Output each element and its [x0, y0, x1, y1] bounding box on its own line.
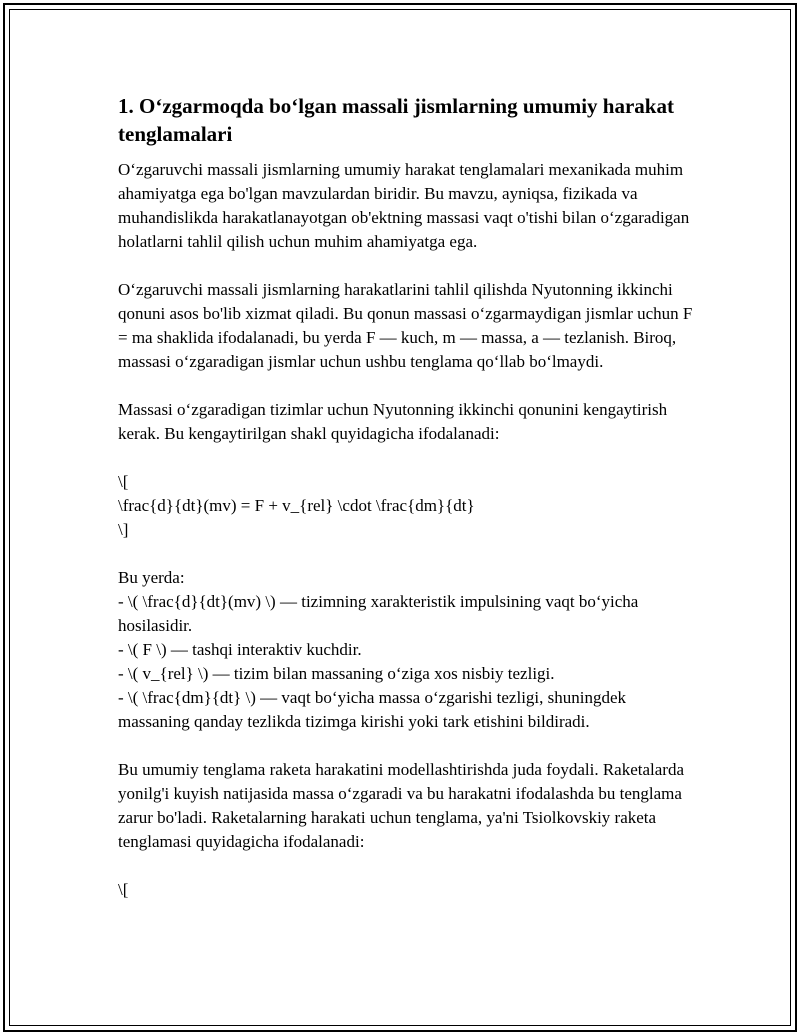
section-heading: 1. O‘zgarmoqda bo‘lgan massali jismlarning umumiy harakat tenglamalari [118, 94, 674, 146]
equation-body: \frac{d}{dt}(mv) = F + v_{rel} \cdot \frac{dm}{dt} [118, 496, 475, 515]
list-item: - \( \frac{dm}{dt} \) — vaqt bo‘yicha massa o‘zgarishi tezligi, shuningdek massaning qanday tezlikda tizimga kirishi yoki tark etishini bildiradi. [118, 688, 631, 731]
definitions-list [118, 566, 698, 734]
list-item: - \( \frac{d}{dt}(mv) \) — tizimning xarakteristik impulsining vaqt bo‘yicha hosilasidir. [118, 592, 643, 635]
paragraph-intro: O‘zgaruvchi massali jismlarning umumiy harakat tenglamalari mexanikada muhim ahamiyatga ega bo'lgan mavzulardan biridir. Bu mavzu, ayniqsa, fizikada va muhandislikda harakatlanayotgan ob'ektning massasi vaqt o'tishi bilan o‘zgaradigan holatlarni tahlil qilish uchun muhim ahamiyatga ega. [118, 160, 690, 251]
equation-close-delimiter: \] [118, 520, 129, 539]
paragraph-extension: Massasi o‘zgaradigan tizimlar uchun Nyutonning ikkinchi qonunini kengaytirish kerak. Bu kengaytirilgan shakl quyidagicha ifodalanadi: [118, 400, 668, 443]
equation2-open-delimiter: \[ [118, 880, 129, 899]
list-item: - \( F \) — tashqi interaktiv kuchdir. [118, 640, 362, 659]
paragraph-newton-law: O‘zgaruvchi massali jismlarning harakatlarini tahlil qilishda Nyutonning ikkinchi qonuni asos bo'lib xizmat qiladi. Bu qonun massasi o‘zgarmaydigan jismlar uchun F = ma shaklida ifodalanadi, bu yerda F — kuch, m — massa, a — tezlanish. Biroq, massasi o‘zgaradigan jismlar uchun ushbu tenglama qo‘llab bo‘lmaydi. [118, 280, 693, 371]
paragraph-rocket: Bu umumiy tenglama raketa harakatini modellashtirishda juda foydali. Raketalarda yonilg'i kuyish natijasida massa o‘zgaradi va bu harakatni ifodalashda bu tenglama zarur bo'ladi. Raketalarning harakati uchun tenglama, ya'ni Tsiolkovskiy raketa tenglamasi quyidagicha ifodalanadi: [118, 760, 685, 851]
list-intro: Bu yerda: [118, 568, 185, 587]
equation2-block [118, 878, 698, 902]
list-item: - \( v_{rel} \) — tizim bilan massaning o‘ziga xos nisbiy tezligi. [118, 664, 555, 683]
equation-open-delimiter: \[ [118, 472, 129, 491]
equation-block [118, 470, 698, 542]
document-body [118, 92, 698, 902]
